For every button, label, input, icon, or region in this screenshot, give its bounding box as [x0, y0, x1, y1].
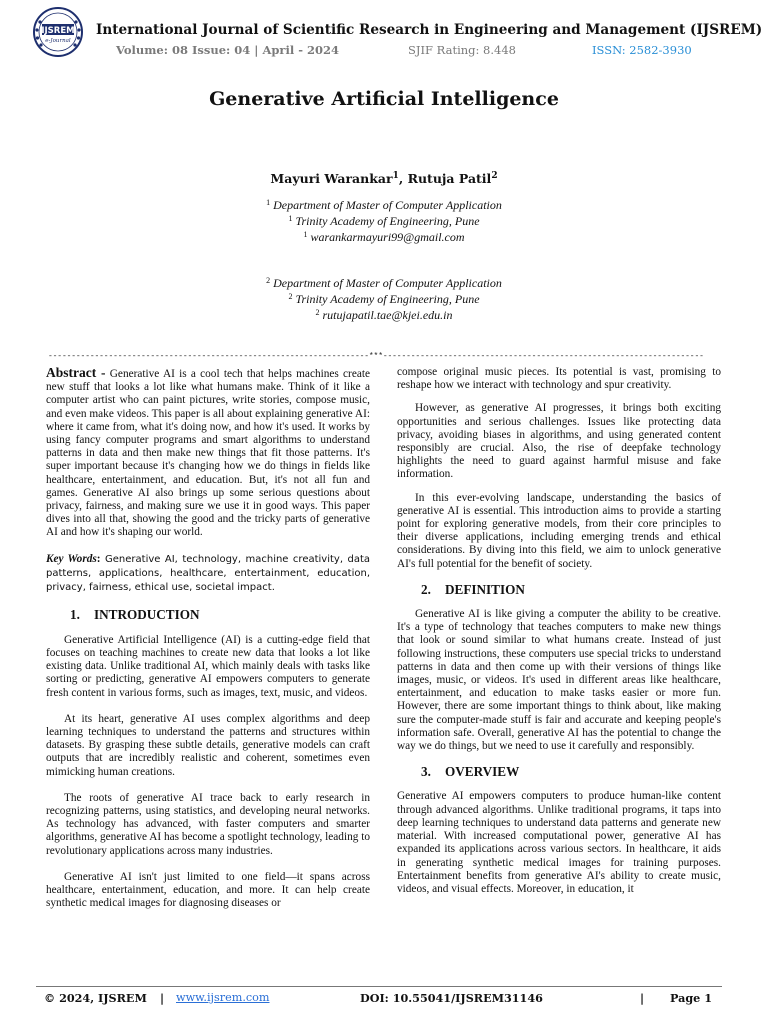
section-heading-overview: 3. OVERVIEW — [421, 764, 520, 780]
author-email[interactable]: $^2$ rutujapatil.tae@kjei.edu.in — [315, 308, 453, 322]
paragraph: Generative AI is like giving a computer the ability to be creative. It's a type of technology that teaches computers to make new things that look or sound similar to what humans create. Instead of just following instructions, these computers use special tricks to understand patterns in data and then come up with their versions of things like images, music, or videos. It's used in different areas like healthcare, entertainment, and education to make tasks easier or more fun. However, there are some important things to think about, like making sure the computer-made stuff is fair and accurate and keeping people's information safe. Overall, generative AI has the potential to change the way we do things, but we need to use it carefully and responsibly. — [397, 608, 721, 753]
author-name: Mayuri Warankar — [270, 171, 393, 187]
left-column — [46, 366, 370, 911]
section-separator: ---------------------------------------------------------------------***--------------------------------------------------------------------- — [48, 352, 704, 361]
footer-doi: DOI: 10.55041/IJSREM31146 — [360, 991, 543, 1005]
paragraph: Generative AI empowers computers to produce human-like content through advanced algorithms. Unlike traditional programs, it taps into deep learning techniques to understand data patterns and generate new material. With increased computational power, generative AI has expanded its applications across various sectors. In healthcare, it aids in generating synthetic medical images for training purposes. Entertainment benefits from generative AI's ability to create music, videos, and visual effects. Moreover, in education, it — [397, 790, 721, 895]
footer-separator: | — [160, 991, 165, 1005]
footer-website-link[interactable]: www.ijsrem.com — [176, 991, 270, 1004]
ijsrem-logo — [28, 6, 88, 58]
paragraph: compose original music pieces. Its potential is vast, promising to reshape how we interact with technology and spur creativity. — [397, 366, 721, 392]
author-list: Mayuri Warankar$^1$, Rutuja Patil$^2$ — [270, 171, 498, 187]
paragraph: Generative AI isn't just limited to one field—it spans across healthcare, entertainment, education, and more. It can help create synthetic medical images for diagnosing diseases or — [46, 870, 370, 910]
section-heading-definition: 2. DEFINITION — [421, 581, 525, 597]
author-name: Rutuja Patil — [407, 171, 492, 187]
footer-separator: | — [640, 991, 645, 1005]
svg-text:IJSREM: IJSREM — [41, 26, 75, 36]
right-column — [397, 366, 721, 896]
footer-copyright: © 2024, IJSREM — [44, 991, 147, 1005]
paper-title: Generative Artificial Intelligence — [209, 88, 559, 110]
affiliation-line: $^2$ Trinity Academy of Engineering, Pune — [288, 292, 480, 306]
affiliation-line: $^1$ Trinity Academy of Engineering, Pune — [288, 214, 480, 228]
page-number: Page 1 — [670, 991, 712, 1005]
svg-text:e-Journal: e-Journal — [45, 38, 71, 44]
affiliation-line: $^1$ Department of Master of Computer Application — [266, 198, 502, 212]
abstract-label: Abstract - — [46, 365, 106, 380]
sjif-rating: SJIF Rating: 8.448 — [408, 43, 516, 57]
abstract: Abstract - Generative AI is a cool tech that helps machines create new stuff that looks a lot like what humans make. Think of it like a computer artist who can paint pictures, write stories, compose music, and even make videos. This paper is all about explaining generative AI: where it came from, what it's doing now, and how it's used. It works by using fancy computer programs and smart algorithms to understand patterns in data and then make new things that fit those patterns. It's super important because it's changing how we do things in fields like healthcare, entertainment, and education. But, it's not all fun and games. Generative AI also brings up some serious questions about privacy, fairness, and making sure we use it in good ways. This paper dives into all that, showing the good and the tricky parts of generative AI and how it's shaping our world. — [46, 365, 371, 539]
paragraph: The roots of generative AI trace back to early research in recognizing patterns, using statistics, and developing neural networks. As technology has advanced, with faster computers and smarter algorithms, generative AI has become a spotlight technology, leading to revolutionary applications across many industries. — [46, 791, 370, 857]
paragraph: At its heart, generative AI uses complex algorithms and deep learning techniques to understand the patterns and structures within datasets. By grasping these subtle details, generative models can craft outputs that are incredibly realistic and coherent, sometimes even mimicking human creations. — [46, 712, 370, 778]
issue-info: Volume: 08 Issue: 04 | April - 2024 — [116, 43, 340, 57]
journal-title: International Journal of Scientific Research in Engineering and Management (IJSREM) — [96, 22, 763, 38]
paragraph: However, as generative AI progresses, it brings both exciting opportunities and serious challenges. Issues like protecting data privacy, avoiding biases in algorithms, and using generated content responsibly are crucial. Also, the rise of deepfake technology highlights the need to guard against harmful misuse and fake information. — [397, 402, 721, 481]
section-heading-introduction: 1. INTRODUCTION — [70, 606, 200, 622]
footer-divider — [36, 986, 722, 987]
paragraph: In this ever-evolving landscape, understanding the basics of generative AI is essential. This introduction aims to provide a starting point for exploring generative models, from their core principles to their diverse applications, including emerging trends and ethical considerations. By diving into this field, we aim to unlock generative AI's full potential for the benefit of society. — [397, 491, 721, 570]
affiliation-line: $^2$ Department of Master of Computer Application — [266, 276, 502, 290]
issn: ISSN: 2582-3930 — [592, 43, 692, 57]
keywords: Key Words: Generative AI, technology, machine creativity, data patterns, applications, healthcare, entertainment, education, privacy, fairness, ethical use, societal impact. — [46, 552, 371, 593]
author-email[interactable]: $^1$ warankarmayuri99@gmail.com — [303, 230, 465, 244]
paragraph: Generative Artificial Intelligence (AI) is a cutting-edge field that focuses on teaching machines to create new data that looks a lot like existing data. Unlike traditional AI, which mainly deals with tasks like sorting or predicting, generative AI empowers computers to generate fresh content in various forms, such as images, text, music, and videos. — [46, 633, 370, 699]
